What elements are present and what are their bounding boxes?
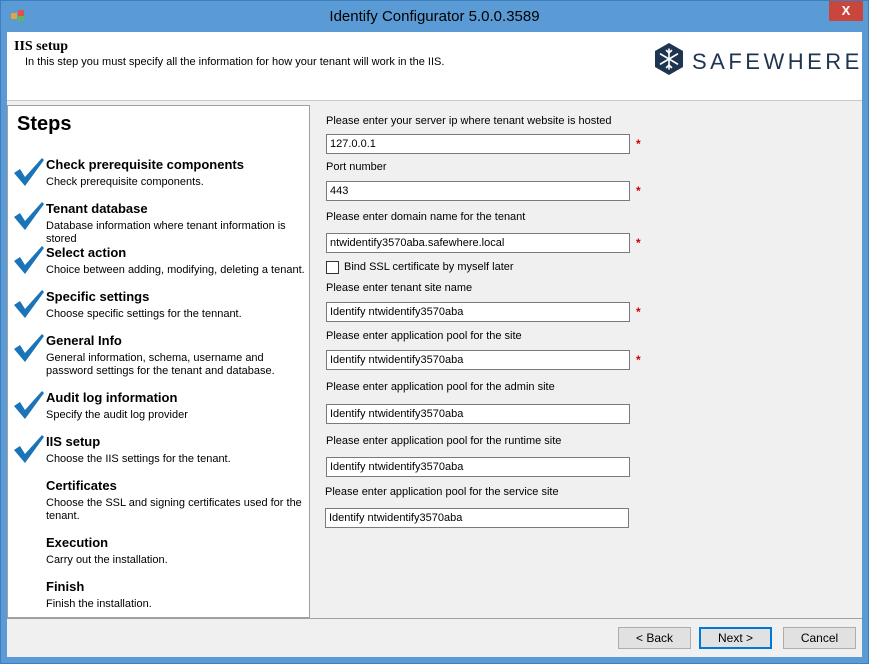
steps-title: Steps [17,113,72,135]
checkmark-icon [12,289,46,319]
app-pool-service-input[interactable]: Identify ntwidentify3570aba [325,508,629,528]
checkmark-icon [12,434,46,464]
required-marker: * [636,353,641,367]
port-label: Port number [326,161,387,173]
checkmark-icon [12,157,46,187]
bind-ssl-label[interactable]: Bind SSL certificate by myself later [344,261,514,273]
step-description: Choose specific settings for the tennant. [46,308,242,320]
step-description: Choose the SSL and signing certificates used for the tenant. [46,497,302,522]
required-marker: * [636,137,641,151]
back-button[interactable]: < Back [618,627,691,649]
step-description: Carry out the installation. [46,554,168,566]
app-pool-runtime-label: Please enter application pool for the runtime site [326,435,562,447]
checkmark-icon [12,245,46,275]
step-description: Database information where tenant information is stored [46,220,286,245]
footer-divider [7,618,862,619]
client-area [7,32,862,657]
page-description: In this step you must specify all the information for how your tenant will work in the IIS. [25,56,445,68]
step-title: Certificates [46,478,117,493]
step-title: Finish [46,579,85,594]
steps-panel [7,105,310,618]
step-title: Specific settings [46,289,150,304]
step-title: Audit log information [46,390,178,405]
step-title: Select action [46,245,127,260]
step-title: General Info [46,333,122,348]
title-bar[interactable] [1,1,868,32]
app-pool-site-input[interactable]: Identify ntwidentify3570aba [326,350,630,370]
iis-settings-form [325,105,862,616]
safewhere-logo [650,42,863,80]
app-pool-admin-label: Please enter application pool for the admin site [326,381,555,393]
page-title: IIS setup [14,39,69,54]
checkmark-icon [12,333,46,363]
step-title: Check prerequisite components [46,157,244,172]
port-input[interactable]: 443 [326,181,630,201]
step-title: Tenant database [46,201,148,216]
step-description: Finish the installation. [46,598,152,610]
server-ip-label: Please enter your server ip where tenant website is hosted [326,115,612,127]
app-pool-site-label: Please enter application pool for the site [326,330,522,342]
step-description: Specify the audit log provider [46,409,188,421]
step-description: General information, schema, username and password settings for the tenant and database. [46,352,275,377]
logo-text: SAFEWHERE [692,49,863,74]
step-description: Check prerequisite components. [46,176,204,188]
required-marker: * [636,305,641,319]
domain-label: Please enter domain name for the tenant [326,211,526,223]
app-pool-admin-input[interactable]: Identify ntwidentify3570aba [326,404,630,424]
site-name-input[interactable]: Identify ntwidentify3570aba [326,302,630,322]
server-ip-input[interactable]: 127.0.0.1 [326,134,630,154]
checkmark-icon [12,390,46,420]
app-pool-service-label: Please enter application pool for the service site [325,486,559,498]
next-button[interactable]: Next > [699,627,772,649]
bind-ssl-checkbox[interactable] [326,261,339,274]
cancel-button[interactable]: Cancel [783,627,856,649]
step-description: Choice between adding, modifying, deleting a tenant. [46,264,305,276]
required-marker: * [636,236,641,250]
step-title: Execution [46,535,109,550]
step-title: IIS setup [46,434,101,449]
domain-input[interactable]: ntwidentify3570aba.safewhere.local [326,233,630,253]
wizard-header [7,32,862,101]
checkmark-icon [12,201,46,231]
app-pool-runtime-input[interactable]: Identify ntwidentify3570aba [326,457,630,477]
site-name-label: Please enter tenant site name [326,282,473,294]
window-title: Identify Configurator 5.0.0.3589 [329,8,540,25]
required-marker: * [636,184,641,198]
close-button[interactable]: X [829,1,863,21]
snowflake-icon [652,42,686,76]
step-description: Choose the IIS settings for the tenant. [46,453,231,465]
